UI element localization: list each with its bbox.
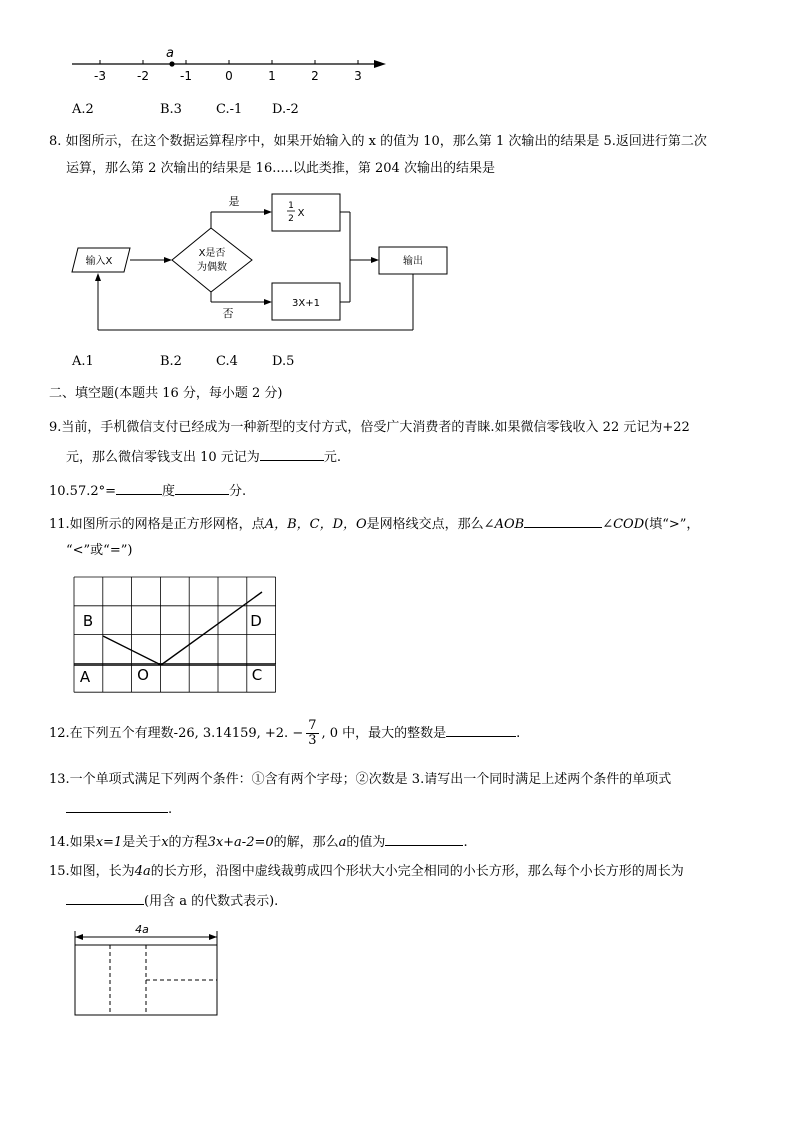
number-line-tick-label: 3 — [354, 69, 362, 83]
flow-decision-line1: X是否 — [198, 248, 226, 259]
q11-pre: 11.如图所示的网格是正方形网格，点 — [49, 517, 265, 532]
q12-end: . — [516, 726, 521, 741]
arrow-left-icon — [75, 934, 83, 940]
label-a: A — [79, 668, 91, 686]
q12-frac-num: 7 — [308, 718, 317, 733]
q12-line — [49, 716, 520, 752]
q10-mid: 度 — [162, 484, 176, 499]
q9-line2-post: 元. — [323, 450, 341, 465]
number-line-tick-label: -3 — [94, 69, 106, 83]
q9-line1: 9.当前，手机微信支付已经成为一种新型的支付方式，倍受广大消费者的青睐.如果微信零钱收入 22 元记为+22 — [49, 420, 690, 435]
q13-end: . — [168, 802, 173, 817]
q15-pre: 15.如图，长为 — [49, 864, 135, 879]
q12-pre: 12.在下列五个有理数-26, 3.14159, +2. − — [49, 726, 304, 741]
q7-option-d[interactable]: D.-2 — [272, 102, 299, 117]
q14-var: x — [161, 835, 169, 850]
q14-mid2: 的方程 — [168, 835, 208, 850]
q11-angle2: COD — [613, 517, 645, 532]
number-line-point-label: a — [166, 46, 174, 61]
arrow-up-icon — [95, 273, 101, 281]
label-d: D — [250, 612, 262, 630]
flow-input-label: 输入X — [85, 256, 113, 267]
q8-option-b[interactable]: B.2 — [160, 354, 182, 369]
q12-fraction — [306, 719, 318, 748]
q14-var-a: a — [338, 835, 347, 850]
q11-grid-figure — [70, 574, 280, 698]
section2-title: 二、填空题(本题共 16 分，每小题 2 分) — [49, 386, 283, 401]
q15-answer-blank[interactable] — [66, 889, 144, 905]
q11-points: A，B，C，D，O — [264, 517, 367, 532]
q13-line2 — [66, 797, 172, 820]
q14-mid1: 是关于 — [122, 835, 162, 850]
flow-half-box — [272, 194, 340, 231]
q9-line2 — [66, 445, 341, 468]
q12-post: , 0 中，最大的整数是 — [321, 726, 447, 741]
flow-output-label: 输出 — [403, 256, 423, 267]
q14-pre: 14.如果 — [49, 835, 96, 850]
q8-flowchart — [66, 190, 456, 338]
number-line-tick-label: 2 — [311, 69, 319, 83]
q12-frac-den: 3 — [308, 733, 317, 748]
q11-line1 — [49, 512, 699, 535]
number-line-point-a — [169, 61, 174, 66]
q8-option-d[interactable]: D.5 — [272, 354, 295, 369]
q9-answer-blank[interactable] — [260, 445, 324, 461]
q15-line1 — [49, 862, 684, 882]
q10-minute-blank[interactable] — [175, 479, 229, 495]
number-line-arrow-icon — [374, 60, 386, 68]
q14-mid3: 的解，那么 — [273, 835, 339, 850]
q14-post: 的值为 — [346, 835, 386, 850]
q11-angle2-prefix: ∠ — [602, 517, 614, 532]
q8-option-c[interactable]: C.4 — [216, 354, 238, 369]
arrow-right-icon — [264, 209, 272, 215]
q10-degree-blank[interactable] — [116, 479, 162, 495]
ray-ob — [103, 636, 161, 665]
label-c: C — [251, 666, 263, 684]
q15-line2 — [66, 889, 278, 912]
label-b: B — [82, 612, 94, 630]
q10-post: 分. — [229, 484, 247, 499]
q7-option-b[interactable]: B.3 — [160, 102, 182, 117]
arrow-right-icon — [164, 257, 172, 263]
flow-no-label: 否 — [222, 307, 234, 320]
number-line-figure — [60, 42, 400, 86]
flow-half-den: 2 — [288, 214, 294, 224]
q14-answer-blank[interactable] — [385, 830, 463, 846]
q8-text-line1: 8. 如图所示，在这个数据运算程序中，如果开始输入的 x 的值为 10，那么第 1 次输出的结果是 5.返回进行第二次 — [49, 134, 707, 149]
q8-text-line2: 运算，那么第 2 次输出的结果是 16.....以此类推，第 204 次输出的结果是 — [66, 161, 495, 176]
q9-line2-pre: 元，那么微信零钱支出 10 元记为 — [66, 450, 260, 465]
flow-odd-expr: 3X+1 — [292, 298, 320, 309]
q15-post: 的长方形，沿图中虚线裁剪成四个形状大小完全相同的小长方形，那么每个小长方形的周长为 — [150, 864, 684, 879]
q14-eq: 3x+a-2=0 — [207, 835, 274, 850]
flow-half-num: 1 — [288, 201, 294, 211]
q11-line2: “<”或“=”) — [66, 543, 133, 558]
grid-lines — [74, 577, 276, 692]
q8-option-a[interactable]: A.1 — [72, 354, 94, 369]
q15-line2-post: (用含 a 的代数式表示). — [144, 894, 279, 909]
flow-decision-line2: 为偶数 — [197, 262, 227, 273]
arrow-right-icon — [371, 257, 379, 263]
flow-decision-box — [172, 228, 252, 292]
flow-half-var: X — [297, 208, 305, 219]
q13-line1: 13.一个单项式满足下列两个条件：①含有两个字母；②次数是 3.请写出一个同时满足上述两个条件的单项式 — [49, 772, 672, 787]
q14-line — [49, 830, 468, 853]
number-line-tick-label: 1 — [268, 69, 276, 83]
q15-rectangle-figure — [66, 918, 226, 1020]
q11-mid: 是网格线交点，那么∠ — [366, 517, 495, 532]
number-line-tick-label: -1 — [180, 69, 192, 83]
number-line-tick-label: 0 — [225, 69, 233, 83]
label-o: O — [137, 666, 149, 684]
q11-angle1: AOB — [494, 517, 525, 532]
arrow-right-icon — [264, 299, 272, 305]
q11-post: (填“>”， — [644, 517, 700, 532]
q10-pre: 10.57.2°= — [49, 484, 117, 499]
q14-end: . — [463, 835, 468, 850]
q7-option-a[interactable]: A.2 — [72, 102, 94, 117]
q7-option-c[interactable]: C.-1 — [216, 102, 243, 117]
arrow-right-icon — [209, 934, 217, 940]
dim-label: 4a — [135, 923, 149, 936]
q15-length: 4a — [134, 864, 151, 879]
q13-answer-blank[interactable] — [66, 797, 168, 813]
number-line-tick-label: -2 — [137, 69, 149, 83]
flow-yes-label: 是 — [228, 195, 240, 208]
q14-cond: x=1 — [95, 835, 123, 850]
q10-line — [49, 479, 246, 502]
q11-answer-blank[interactable] — [524, 512, 602, 528]
q12-answer-blank[interactable] — [446, 721, 516, 737]
